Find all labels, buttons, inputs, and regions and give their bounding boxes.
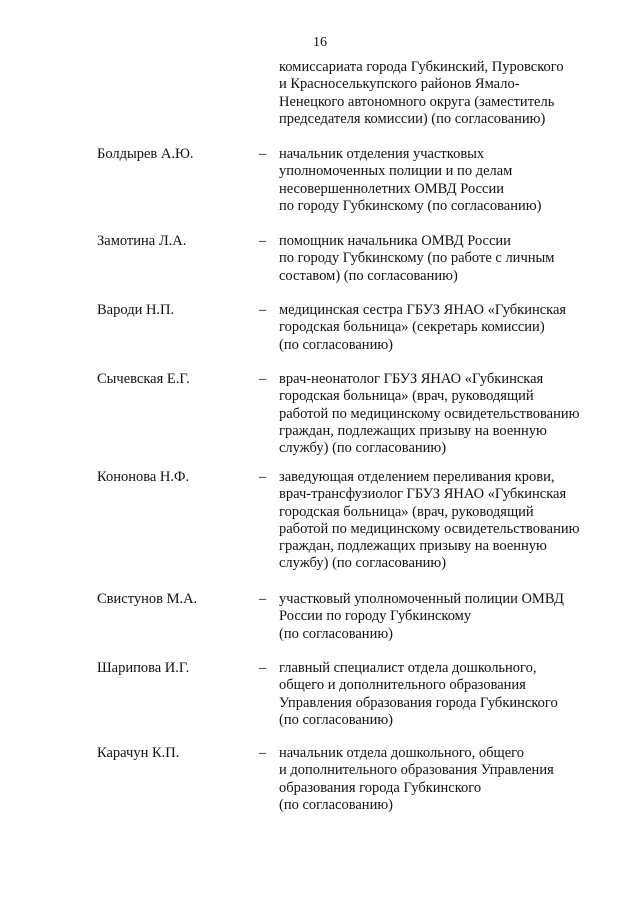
description-line: начальник отделения участковых xyxy=(279,146,485,162)
description-line: участковый уполномоченный полиции ОМВД xyxy=(279,591,564,607)
member-description xyxy=(279,371,624,457)
separator-dash: – xyxy=(259,745,267,761)
description-line: общего и дополнительного образования xyxy=(279,677,526,694)
description-line: городская больница» (врач, руководящий xyxy=(279,388,534,405)
description-line: работой по медицинскому освидетельствованию xyxy=(279,520,580,537)
separator-dash: – xyxy=(259,233,267,249)
description-line: главный специалист отдела дошкольного, xyxy=(279,660,537,676)
description-line: помощник начальника ОМВД России xyxy=(279,233,511,249)
description-line: городская больница» (врач, руководящий xyxy=(279,503,534,520)
description-line: по городу Губкинскому (по работе с личным xyxy=(279,250,555,267)
member-name: Болдырев А.Ю. xyxy=(97,146,194,162)
member-name: Шарипова И.Г. xyxy=(97,660,190,676)
description-line: граждан, подлежащих призыву на военную xyxy=(279,422,547,439)
member-name: Замотина Л.А. xyxy=(97,233,187,249)
member-description xyxy=(279,233,624,285)
description-line: службу) (по согласованию) xyxy=(279,555,447,572)
description-line: России по городу Губкинскому xyxy=(279,608,472,625)
description-line: (по согласованию) xyxy=(279,796,393,813)
separator-dash: – xyxy=(259,469,267,485)
member-description xyxy=(279,469,624,573)
member-description xyxy=(279,591,624,643)
member-description xyxy=(279,745,624,814)
description-line: несовершеннолетних ОМВД России xyxy=(279,180,504,197)
description-line: и дополнительного образования Управления xyxy=(279,762,554,779)
description-line: заведующая отделением переливания крови, xyxy=(279,469,555,485)
member-name: Кононова Н.Ф. xyxy=(97,469,190,485)
description-line: городская больница» (секретарь комиссии) xyxy=(279,319,545,336)
member-name: Сычевская Е.Г. xyxy=(97,371,190,387)
member-name: Вароди Н.П. xyxy=(97,302,175,318)
description-line: врач-неонатолог ГБУЗ ЯНАО «Губкинская xyxy=(279,371,544,387)
description-line: граждан, подлежащих призыву на военную xyxy=(279,538,547,555)
description-line: врач-трансфузиолог ГБУЗ ЯНАО «Губкинская xyxy=(279,486,567,503)
description-line: составом) (по согласованию) xyxy=(279,267,458,284)
description-line: (по согласованию) xyxy=(279,625,393,642)
description-line: уполномоченных полиции и по делам xyxy=(279,163,513,180)
separator-dash: – xyxy=(259,302,267,318)
description-line: и Красноселькупского районов Ямало- xyxy=(279,76,520,93)
continuation-text xyxy=(279,59,624,128)
description-line: Управления образования города Губкинского xyxy=(279,694,558,711)
description-line: (по согласованию) xyxy=(279,711,393,728)
description-line: (по согласованию) xyxy=(279,336,393,353)
separator-dash: – xyxy=(259,371,267,387)
description-line: начальник отдела дошкольного, общего xyxy=(279,745,524,761)
page-number: 16 xyxy=(313,35,327,50)
description-line: медицинская сестра ГБУЗ ЯНАО «Губкинская xyxy=(279,302,567,318)
member-name: Свистунов М.А. xyxy=(97,591,198,607)
separator-dash: – xyxy=(259,591,267,607)
member-description xyxy=(279,146,624,215)
description-line: председателя комиссии) (по согласованию) xyxy=(279,110,546,127)
separator-dash: – xyxy=(259,660,267,676)
description-line: по городу Губкинскому (по согласованию) xyxy=(279,197,542,214)
description-line: комиссариата города Губкинский, Пуровского xyxy=(279,59,564,75)
description-line: образования города Губкинского xyxy=(279,779,482,796)
member-name: Карачун К.П. xyxy=(97,745,180,761)
description-line: Ненецкого автономного округа (заместитель xyxy=(279,93,555,110)
member-description xyxy=(279,302,624,354)
separator-dash: – xyxy=(259,146,267,162)
description-line: работой по медицинскому освидетельствованию xyxy=(279,405,580,422)
description-line: службу) (по согласованию) xyxy=(279,440,447,457)
member-description xyxy=(279,660,624,729)
